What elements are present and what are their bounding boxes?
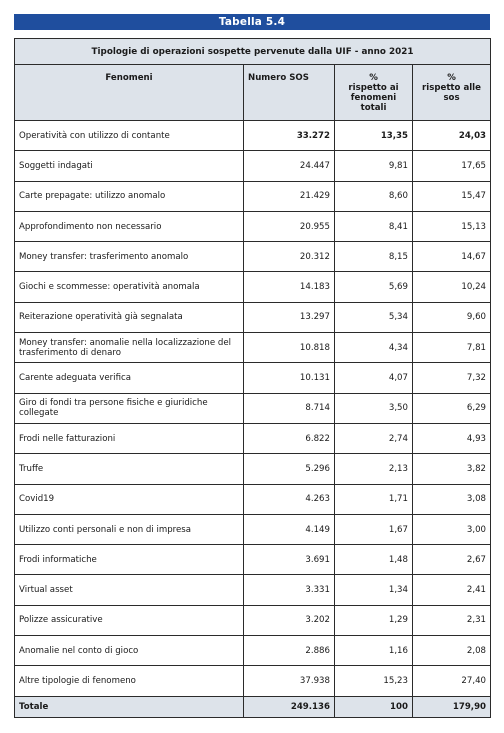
table-row bbox=[15, 514, 491, 544]
row-pct-sos: 15,13 bbox=[413, 211, 491, 241]
row-numero: 10.131 bbox=[244, 363, 335, 393]
row-pct-sos: 4,93 bbox=[413, 423, 491, 453]
row-numero: 8.714 bbox=[244, 393, 335, 423]
row-numero: 2.886 bbox=[244, 636, 335, 666]
header-fenomeni: Fenomeni bbox=[15, 65, 244, 121]
header-pct-fenomeni bbox=[335, 65, 413, 121]
sos-table bbox=[14, 38, 491, 718]
total-numero: 249.136 bbox=[244, 696, 335, 717]
table-row bbox=[15, 423, 491, 453]
row-numero: 4.263 bbox=[244, 484, 335, 514]
table-banner: Tabella 5.4 bbox=[14, 14, 490, 30]
row-label: Virtual asset bbox=[15, 575, 244, 605]
table-row bbox=[15, 454, 491, 484]
row-pct-fenomeni: 5,69 bbox=[335, 272, 413, 302]
row-label: Frodi nelle fatturazioni bbox=[15, 423, 244, 453]
row-pct-fenomeni: 8,15 bbox=[335, 242, 413, 272]
header-pct-sos-line3: sos bbox=[443, 93, 460, 103]
row-numero: 24.447 bbox=[244, 151, 335, 181]
header-numero-sos: Numero SOS bbox=[244, 65, 335, 121]
total-pct-fenomeni: 100 bbox=[335, 696, 413, 717]
row-label: Approfondimento non necessario bbox=[15, 211, 244, 241]
row-pct-fenomeni: 1,71 bbox=[335, 484, 413, 514]
table-row bbox=[15, 181, 491, 211]
row-pct-fenomeni: 8,60 bbox=[335, 181, 413, 211]
row-label: Reiterazione operatività già segnalata bbox=[15, 302, 244, 332]
total-pct-sos: 179,90 bbox=[413, 696, 491, 717]
header-pct-sos bbox=[413, 65, 491, 121]
table-row bbox=[15, 333, 491, 363]
table-row bbox=[15, 151, 491, 181]
table-row bbox=[15, 363, 491, 393]
row-label: Polizze assicurative bbox=[15, 605, 244, 635]
row-numero: 37.938 bbox=[244, 666, 335, 696]
table-row bbox=[15, 121, 491, 151]
row-pct-fenomeni: 1,34 bbox=[335, 575, 413, 605]
row-pct-sos: 27,40 bbox=[413, 666, 491, 696]
row-pct-sos: 2,67 bbox=[413, 545, 491, 575]
row-label: Anomalie nel conto di gioco bbox=[15, 636, 244, 666]
row-numero: 20.955 bbox=[244, 211, 335, 241]
row-pct-sos: 3,82 bbox=[413, 454, 491, 484]
table-row bbox=[15, 302, 491, 332]
row-numero: 6.822 bbox=[244, 423, 335, 453]
row-label: Frodi informatiche bbox=[15, 545, 244, 575]
header-pct-fenomeni-line2: rispetto ai bbox=[348, 83, 399, 93]
table-row bbox=[15, 575, 491, 605]
table-row bbox=[15, 484, 491, 514]
table-subtitle: Tipologie di operazioni sospette pervenute dalla UIF - anno 2021 bbox=[15, 39, 491, 65]
row-pct-sos: 7,81 bbox=[413, 333, 491, 363]
table-row bbox=[15, 393, 491, 423]
header-pct-sos-line2: rispetto alle bbox=[422, 83, 481, 93]
table-row bbox=[15, 605, 491, 635]
header-pct-fenomeni-line3: fenomeni totali bbox=[350, 93, 397, 113]
row-pct-sos: 7,32 bbox=[413, 363, 491, 393]
row-pct-sos: 3,00 bbox=[413, 514, 491, 544]
row-pct-fenomeni: 8,41 bbox=[335, 211, 413, 241]
row-label: Altre tipologie di fenomeno bbox=[15, 666, 244, 696]
row-label: Truffe bbox=[15, 454, 244, 484]
row-label: Covid19 bbox=[15, 484, 244, 514]
row-label: Operatività con utilizzo di contante bbox=[15, 121, 244, 151]
row-pct-fenomeni: 4,34 bbox=[335, 333, 413, 363]
row-pct-sos: 3,08 bbox=[413, 484, 491, 514]
row-pct-sos: 2,08 bbox=[413, 636, 491, 666]
total-label: Totale bbox=[15, 696, 244, 717]
row-pct-sos: 15,47 bbox=[413, 181, 491, 211]
total-row bbox=[15, 696, 491, 717]
row-pct-fenomeni: 1,16 bbox=[335, 636, 413, 666]
row-pct-fenomeni: 3,50 bbox=[335, 393, 413, 423]
row-pct-fenomeni: 13,35 bbox=[335, 121, 413, 151]
row-numero: 3.691 bbox=[244, 545, 335, 575]
row-label: Carente adeguata verifica bbox=[15, 363, 244, 393]
row-pct-fenomeni: 1,48 bbox=[335, 545, 413, 575]
table-row bbox=[15, 666, 491, 696]
row-numero: 3.202 bbox=[244, 605, 335, 635]
row-label: Soggetti indagati bbox=[15, 151, 244, 181]
table-row bbox=[15, 211, 491, 241]
row-label: Carte prepagate: utilizzo anomalo bbox=[15, 181, 244, 211]
row-pct-fenomeni: 15,23 bbox=[335, 666, 413, 696]
row-pct-sos: 2,41 bbox=[413, 575, 491, 605]
row-pct-fenomeni: 2,74 bbox=[335, 423, 413, 453]
table-figure bbox=[14, 14, 490, 718]
row-pct-sos: 2,31 bbox=[413, 605, 491, 635]
row-numero: 3.331 bbox=[244, 575, 335, 605]
row-pct-sos: 6,29 bbox=[413, 393, 491, 423]
table-row bbox=[15, 636, 491, 666]
table-row bbox=[15, 545, 491, 575]
row-numero: 10.818 bbox=[244, 333, 335, 363]
row-pct-sos: 14,67 bbox=[413, 242, 491, 272]
header-pct-fenomeni-line1: % bbox=[369, 73, 378, 83]
row-pct-fenomeni: 9,81 bbox=[335, 151, 413, 181]
row-pct-sos: 10,24 bbox=[413, 272, 491, 302]
row-pct-fenomeni: 1,29 bbox=[335, 605, 413, 635]
row-label: Giro di fondi tra persone fisiche e giuridiche collegate bbox=[15, 393, 244, 423]
row-numero: 21.429 bbox=[244, 181, 335, 211]
row-label: Money transfer: anomalie nella localizzazione del trasferimento di denaro bbox=[15, 333, 244, 363]
row-label: Utilizzo conti personali e non di impresa bbox=[15, 514, 244, 544]
row-pct-fenomeni: 1,67 bbox=[335, 514, 413, 544]
row-numero: 20.312 bbox=[244, 242, 335, 272]
row-numero: 14.183 bbox=[244, 272, 335, 302]
table-row bbox=[15, 242, 491, 272]
table-body bbox=[15, 121, 491, 697]
row-pct-sos: 9,60 bbox=[413, 302, 491, 332]
row-numero: 33.272 bbox=[244, 121, 335, 151]
row-pct-fenomeni: 2,13 bbox=[335, 454, 413, 484]
row-numero: 5.296 bbox=[244, 454, 335, 484]
row-numero: 13.297 bbox=[244, 302, 335, 332]
row-pct-sos: 24,03 bbox=[413, 121, 491, 151]
row-label: Money transfer: trasferimento anomalo bbox=[15, 242, 244, 272]
table-row bbox=[15, 272, 491, 302]
row-pct-fenomeni: 5,34 bbox=[335, 302, 413, 332]
row-pct-fenomeni: 4,07 bbox=[335, 363, 413, 393]
row-pct-sos: 17,65 bbox=[413, 151, 491, 181]
row-label: Giochi e scommesse: operatività anomala bbox=[15, 272, 244, 302]
header-pct-sos-line1: % bbox=[447, 73, 456, 83]
row-numero: 4.149 bbox=[244, 514, 335, 544]
